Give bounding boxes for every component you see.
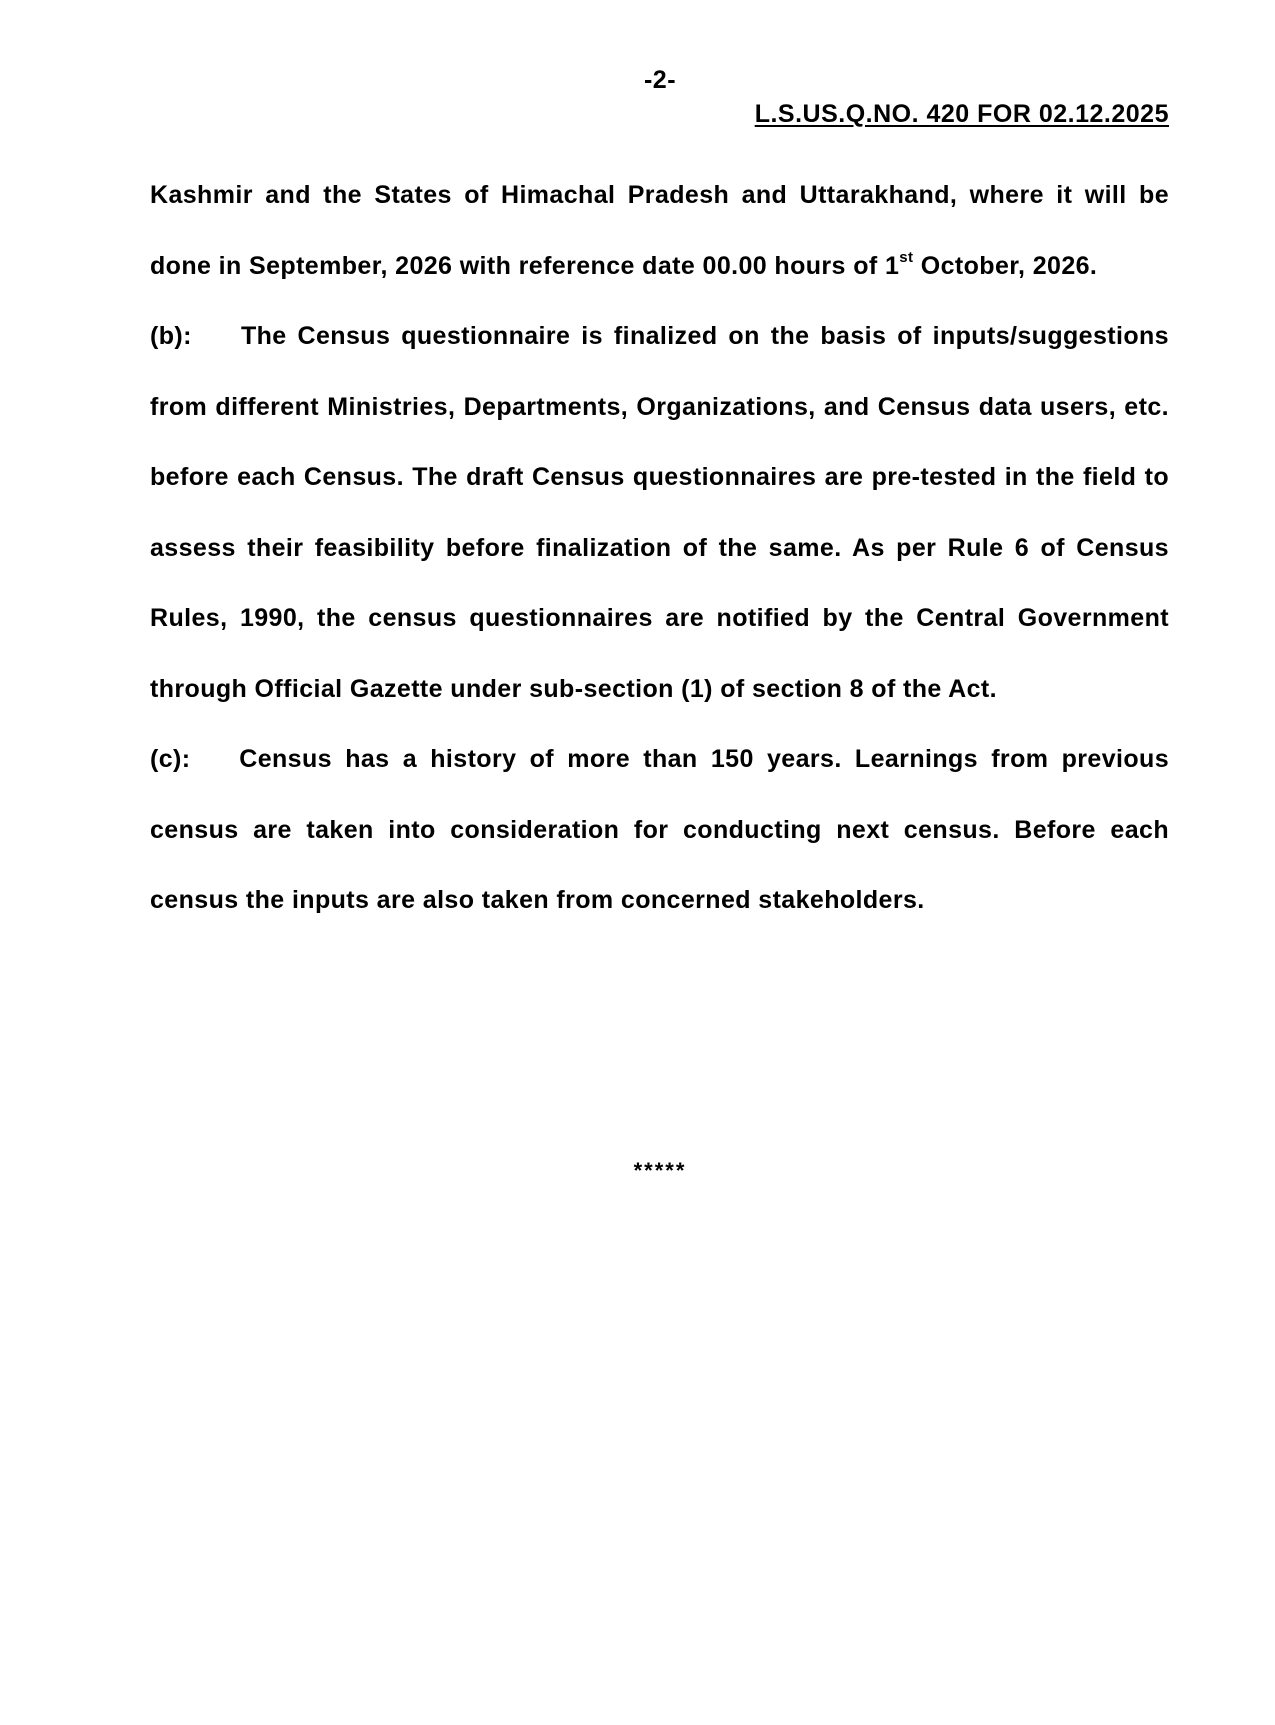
question-reference: L.S.US.Q.NO. 420 FOR 02.12.2025 [754, 100, 1169, 128]
ordinal-suffix: st [899, 248, 914, 266]
page-number: -2- [643, 66, 677, 94]
continuation-text-end: October, 2026. [913, 251, 1098, 280]
answer-b-paragraph [150, 301, 1169, 724]
answer-b-text: The Census questionnaire is finalized on the basis of inputs/suggestions from different Ministries, Departments, Organizations, and Census data users, etc. before each Census. The draft Census questionnaires are pre-tested in the field to assess their feasibility before finalization of the same. As per Rule 6 of Census Rules, 1990, the census questionnaires are notified by the Central Government through Official Gazette under sub-section (1) of section 8 of the Act. [150, 322, 1169, 703]
answer-c-text: Census has a history of more than 150 years. Learnings from previous census are taken into consideration for conducting next census. Before each census the inputs are also taken from concerned stakeholders. [150, 745, 1170, 914]
continuation-text: Kashmir and the States of Himachal Pradesh and Uttarakhand, where it will be done in September, 2026 with reference date 00.00 hours of 1 [150, 181, 1169, 280]
end-mark: ***** [633, 1158, 687, 1183]
answer-b-label: (b): [150, 322, 192, 350]
answer-c-paragraph [150, 724, 1169, 936]
answer-body [150, 160, 1169, 936]
answer-c-label: (c): [150, 745, 191, 773]
continuation-paragraph [150, 160, 1169, 301]
